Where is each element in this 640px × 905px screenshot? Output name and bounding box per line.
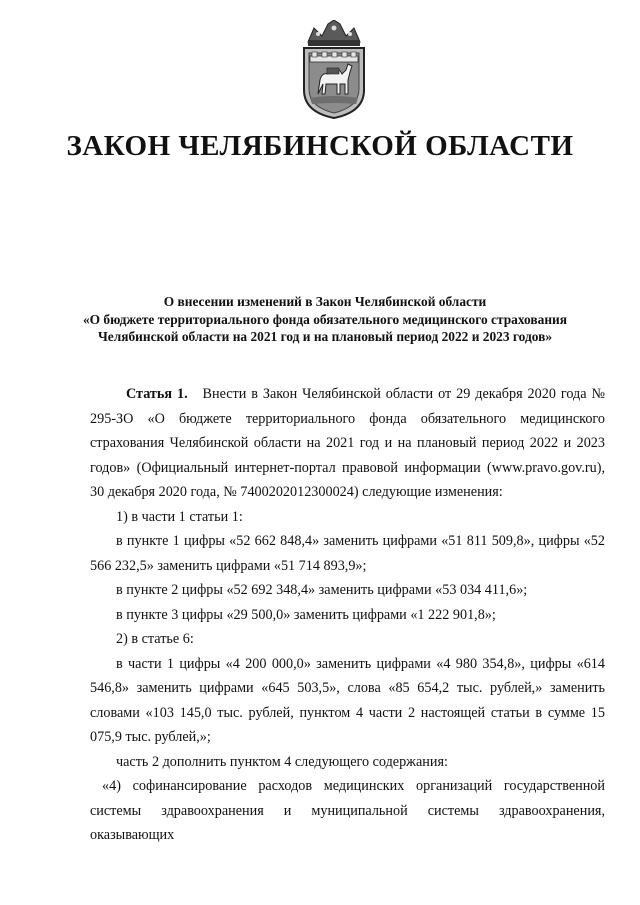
list-item: в пункте 2 цифры «52 692 348,4» заменить цифрами «53 034 411,6»; xyxy=(116,582,528,598)
list-item: в пункте 3 цифры «29 500,0» заменить цифрами «1 222 901,8»; xyxy=(116,606,496,623)
law-subject-heading xyxy=(70,293,580,346)
law-body xyxy=(90,382,605,848)
list-item: часть 2 дополнить пунктом 4 следующего содержания: xyxy=(116,753,448,770)
list-item: «4) софинансирование расходов медицинских организаций государственной системы здравоохранения и муниципальной системы здравоохранения, оказывающих xyxy=(90,778,605,843)
article-1-paragraph xyxy=(90,382,605,505)
article-label: Статья 1. xyxy=(126,386,188,402)
subject-line: «О бюджете территориального фонда обязательного медицинского страхования xyxy=(82,311,568,327)
list-item: 2) в статье 6: xyxy=(116,631,194,647)
list-item: в части 1 цифры «4 200 000,0» заменить цифрами «4 980 354,8», цифры «614 546,8» заменить цифрами «645 503,5», слова «85 654,2 тыс. рублей,» заменить словами «103 145,0 тыс. рублей, пунктом 4 части 2 настоящей статьи в сумме 15 075,9 тыс. рублей,»; xyxy=(90,655,605,745)
list-item: в пункте 1 цифры «52 662 848,4» заменить цифрами «51 811 509,8», цифры «52 566 232,5» заменить цифрами «51 714 893,9»; xyxy=(90,533,605,574)
coat-of-arms-emblem xyxy=(296,20,372,120)
subject-line: Челябинской области на 2021 год и на плановый период 2022 и 2023 годов» xyxy=(97,329,553,344)
list-item: 1) в части 1 статьи 1: xyxy=(116,508,243,525)
subject-line: О внесении изменений в Закон Челябинской области xyxy=(163,294,487,309)
law-title: ЗАКОН ЧЕЛЯБИНСКОЙ ОБЛАСТИ xyxy=(66,130,574,162)
article-intro-text: Внести в Закон Челябинской области от 29 декабря 2020 года № 295-ЗО «О бюджете территориального фонда обязательного медицинского страхования Челябинской области на 2021 год и на плановый период 2022 и 2023 годов» (Официальный интернет-портал правовой информации (www.pravo.gov.ru), 30 декабря 2020 года, № 7400202012300024) следующие изменения: xyxy=(90,386,606,500)
